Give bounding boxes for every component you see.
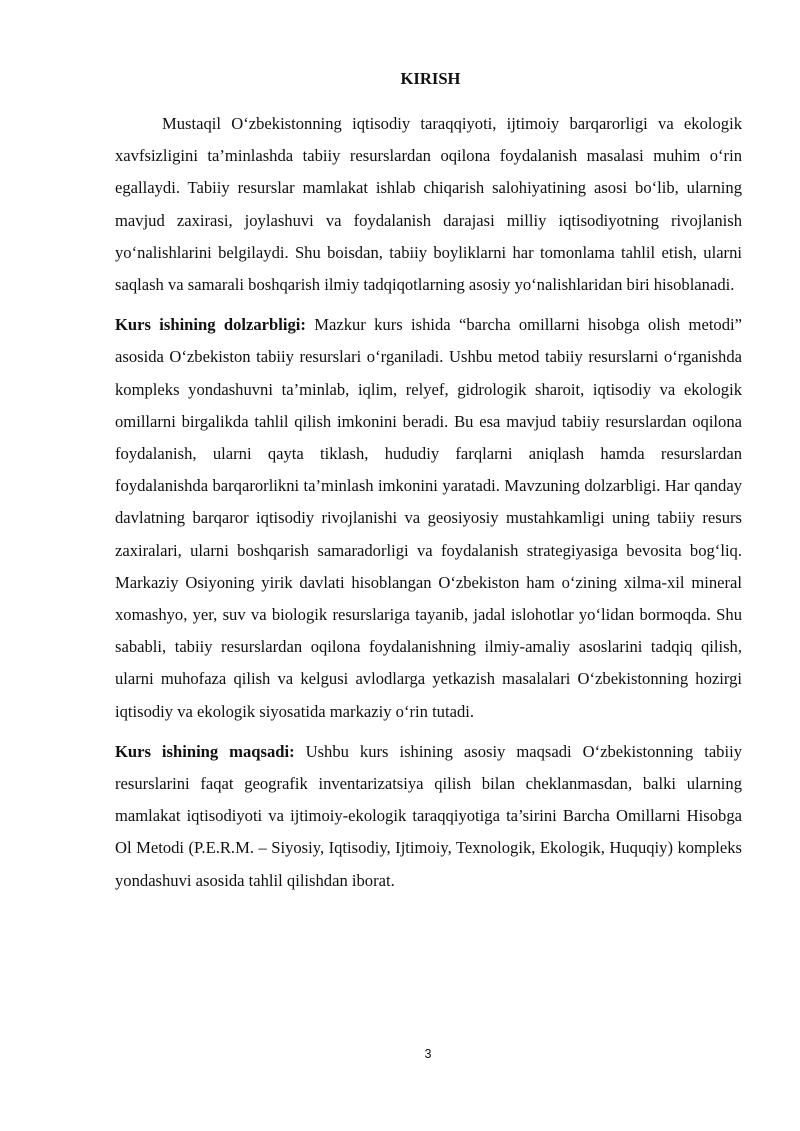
relevance-label: Kurs ishining dolzarbligi: bbox=[115, 315, 306, 335]
goal-label: Kurs ishining maqsadi: bbox=[115, 741, 295, 761]
intro-paragraph: Mustaqil O‘zbekistonning iqtisodiy taraqqiyoti, ijtimoiy barqarorligi va ekologik xavfsizligini ta’minlashda tabiiy resurslardan oqilona foydalanish masalasi muhim o‘rin egallaydi. Tabiiy resurslar mamlakat ishlab chiqarish salohiyatining asosi bo‘lib, ularning mavjud zaxirasi, joylashuvi va foydalanish darajasi milliy iqtisodiyotning rivojlanish yo‘nalishlarini belgilaydi. Shu boisdan, tabiiy boyliklarni har tomonlama tahlil etish, ularni saqlash va samarali boshqarish ilmiy tadqiqotlarning asosiy yo‘nalishlaridan biri hisoblanadi. bbox=[115, 114, 742, 295]
section-heading: KIRISH bbox=[400, 69, 461, 88]
relevance-paragraph bbox=[115, 309, 742, 728]
relevance-text: Mazkur kurs ishida “barcha omillarni hisobga olish metodi” asosida O‘zbekiston tabiiy resurslari o‘rganiladi. Ushbu metod tabiiy resurslarni o‘rganishda kompleks yondashuvni ta’minlab, iqlim, relyef, gidrologik sharoit, iqtisodiy va ekologik omillarni birgalikda tahlil qilish imkonini beradi. Bu esa mavjud tabiiy resurslardan oqilona foydalanish, ularni qayta tiklash, hududiy farqlarni aniqlash hamda resurslardan foydalanishda barqarorlikni ta’minlash imkonini yaratadi. Mavzuning dolzarbligi. Har qanday davlatning barqaror iqtisodiy rivojlanishi va geosiyosiy mustahkamligi uning tabiiy resurs zaxiralari, ularni boshqarish samaradorligi va foydalanish strategiyasiga bevosita bog‘liq. Markaziy Osiyoning yirik davlati hisoblangan O‘zbekiston ham o‘zining xilma-xil mineral xomashyo, yer, suv va biologik resurslariga tayanib, jadal islohotlar yo‘lidan bormoqda. Shu sababli, tabiiy resurslardan oqilona foydalanishning ilmiy-amaliy asoslarini tadqiq qilish, ularni muhofaza qilish va kelgusi avlodlarga yetkazish masalalari O‘zbekistonning hozirgi iqtisodiy va ekologik siyosatida markaziy o‘rin tutadi. bbox=[115, 315, 742, 721]
goal-paragraph bbox=[115, 736, 742, 897]
goal-text: Ushbu kurs ishining asosiy maqsadi O‘zbekistonning tabiiy resurslarini faqat geografik inventarizatsiya qilish bilan cheklanmasdan, balki ularning mamlakat iqtisodiyoti va ijtimoiy-ekologik taraqqiyotiga ta’sirini Barcha Omillarni Hisobga Ol Metodi (P.E.R.M. – Siyosiy, Iqtisodiy, Ijtimoiy, Texnologik, Ekologik, Huquqiy) kompleks yondashuvi asosida tahlil qilishdan iborat. bbox=[115, 741, 742, 890]
page-content bbox=[115, 64, 742, 897]
page-number: 3 bbox=[424, 1047, 432, 1061]
